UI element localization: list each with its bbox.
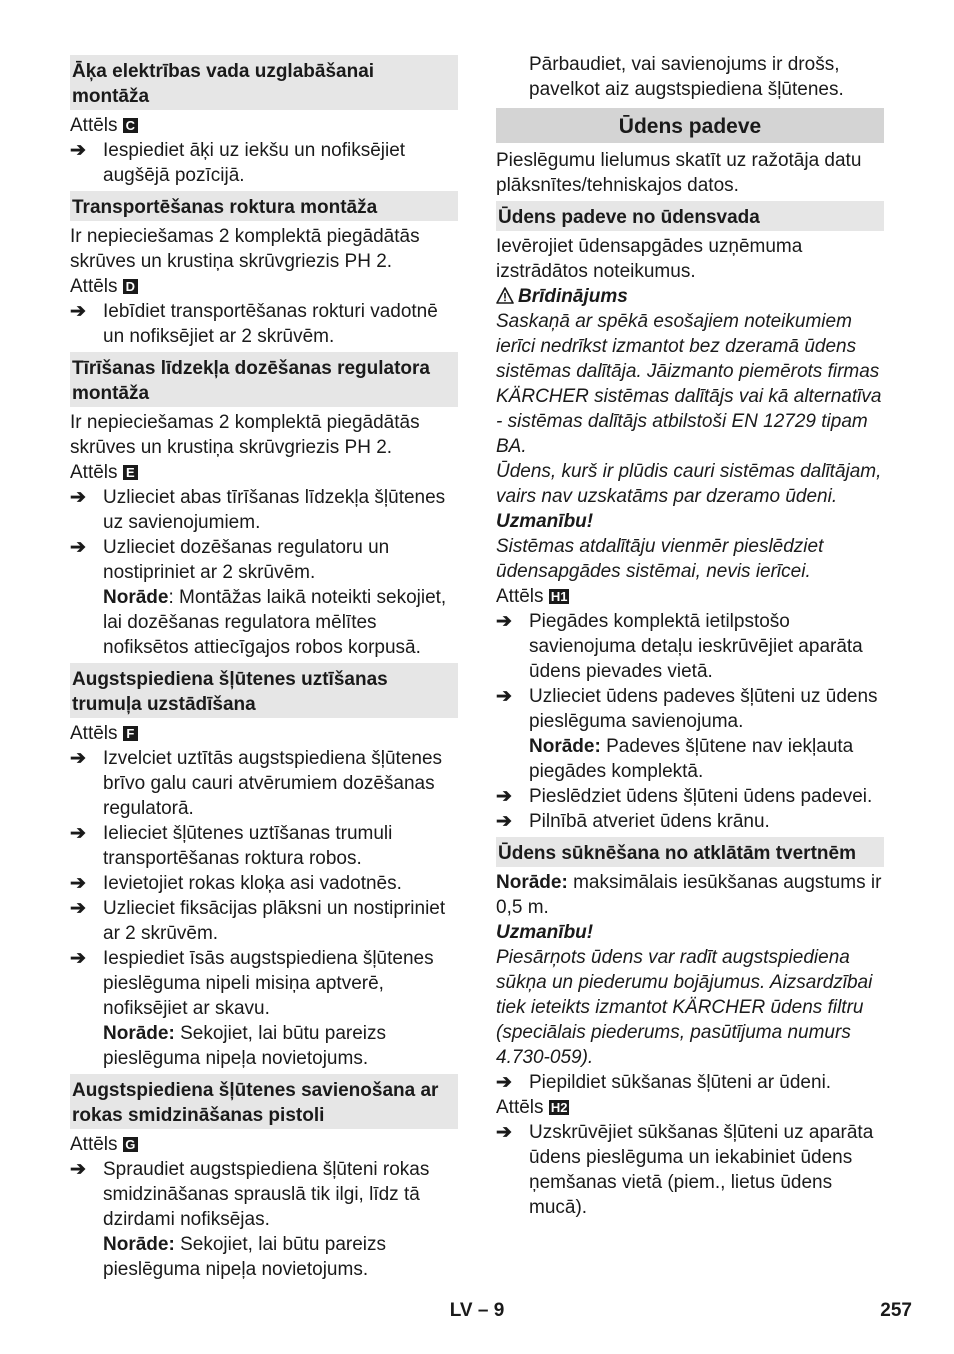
note: Norāde: Sekojiet, lai būtu pareizs pieslēguma nipeļa novietojums. — [103, 1234, 387, 1280]
caution-text: Piesārņots ūdens var radīt augstspiediena sūkņa un piederumu bojājumus. Aizsardzībai tiek ieteikts izmantot KÄRCHER ūdens filtru (speciālais piederums, pasūtījuma numurs 4.730-059). — [496, 947, 873, 1068]
arrow-right-icon: ➔ — [70, 140, 86, 161]
figure-badge: F — [123, 726, 138, 741]
note: Norāde: Montāžas laikā noteikti sekojiet, lai dozēšanas regulatora mēlītes nofiksētos attiecīgajos robos korpusā. — [103, 587, 447, 658]
step-item: ➔ Iespiediet āķi uz iekšu un nofiksējiet augšējā pozīcijā. — [70, 140, 406, 186]
step-item: ➔ Ievietojiet rokas kloķa asi vadotnēs. — [70, 873, 402, 894]
figure-ref: Attēls D — [70, 274, 458, 299]
arrow-right-icon: ➔ — [70, 748, 86, 769]
figure-ref: Attēls H2 — [496, 1097, 568, 1118]
footer-page-number: 257 — [880, 1300, 912, 1321]
arrow-right-icon: ➔ — [70, 1159, 86, 1180]
figure-ref: Attēls G — [70, 1132, 458, 1157]
section-heading: Transportēšanas roktura montāža — [70, 191, 458, 221]
step-item: ➔ Piegādes komplektā ietilpstošo savienojuma detaļu ieskrūvējiet aparāta ūdens pievades vietā. — [496, 611, 863, 682]
section-heading: Āķa elektrības vada uzglabāšanai montāža — [70, 55, 458, 110]
step-item: ➔ Spraudiet augstspiediena šļūteni rokas smidzināšanas sprauslā tik ilgi, līdz tā dzirdami nofiksējas. — [70, 1159, 430, 1230]
paragraph: Ir nepieciešamas 2 komplektā piegādātās skrūves un krustiņa skrūvgriezis PH 2. — [70, 412, 420, 458]
figure-badge: G — [123, 1137, 138, 1152]
paragraph: Ievērojiet ūdensapgādes uzņēmuma izstrādātos noteikumus. — [496, 236, 803, 282]
warning-text: Saskaņā ar spēkā esošajiem noteikumiem ierīci nedrīkst izmantot bez dzeramā ūdens sistēmas dalītāja. Jāizmanto piemērots firmas KÄRCHER sistēmas dalītājs vai kā alternatīva - sistēmas dalītājs atbilstoši EN 12729 tipam BA. — [496, 311, 882, 457]
paragraph: Ir nepieciešamas 2 komplektā piegādātās skrūves un krustiņa skrūvgriezis PH 2. — [70, 226, 420, 272]
step-item: ➔ Uzlieciet fiksācijas plāksni un nostipriniet ar 2 skrūvēm. — [70, 898, 446, 944]
figure-ref: Attēls H1 — [496, 586, 568, 607]
arrow-right-icon: ➔ — [70, 487, 86, 508]
step-item: ➔ Uzlieciet dozēšanas regulatoru un nostipriniet ar 2 skrūvēm. — [70, 537, 390, 583]
figure-badge: C — [123, 118, 138, 133]
arrow-right-icon: ➔ — [496, 811, 512, 832]
figure-badge: H2 — [550, 1100, 568, 1115]
main-section-heading: Ūdens padeve — [496, 108, 884, 143]
figure-ref: Attēls E — [70, 460, 458, 485]
caution-text: Sistēmas atdalītāju vienmēr pieslēdziet ūdensapgādes sistēmai, nevis ierīcei. — [496, 536, 824, 582]
caution-heading: Uzmanību! — [496, 511, 594, 532]
paragraph: Pārbaudiet, vai savienojums ir drošs, pavelkot aiz augstspiediena šļūtenes. — [529, 54, 844, 100]
right-column — [496, 52, 884, 1220]
arrow-right-icon: ➔ — [496, 1072, 512, 1093]
left-column — [70, 52, 458, 1282]
step-item: ➔ Iebīdiet transportēšanas rokturi vadotnē un nofiksējiet ar 2 skrūvēm. — [70, 301, 438, 347]
arrow-right-icon: ➔ — [496, 611, 512, 632]
arrow-right-icon: ➔ — [70, 948, 86, 969]
note: Norāde: Sekojiet, lai būtu pareizs pieslēguma nipeļa novietojums. — [103, 1023, 387, 1069]
section-heading: Ūdens padeve no ūdensvada — [496, 201, 884, 231]
step-item: ➔ Uzskrūvējiet sūkšanas šļūteni uz aparāta ūdens pieslēguma un iekabiniet ūdens ņemšanas vietā (piem., lietus ūdens mucā). — [496, 1122, 874, 1218]
arrow-right-icon: ➔ — [496, 686, 512, 707]
step-item: ➔ Pieslēdziet ūdens šļūteni ūdens padevei. — [496, 786, 873, 807]
arrow-right-icon: ➔ — [70, 873, 86, 894]
arrow-right-icon: ➔ — [496, 1122, 512, 1143]
arrow-right-icon: ➔ — [70, 537, 86, 558]
note: Norāde: maksimālais iesūkšanas augstums ir 0,5 m. — [496, 872, 882, 918]
warning-text: Ūdens, kurš ir plūdis cauri sistēmas dalītājam, vairs nav uzskatāms par dzeramo ūdeni. — [496, 461, 882, 507]
step-item: ➔ Uzlieciet ūdens padeves šļūteni uz ūdens pieslēguma savienojuma. — [496, 686, 878, 732]
figure-badge: E — [123, 465, 138, 480]
figure-badge: D — [123, 279, 138, 294]
section-heading: Augstspiediena šļūtenes savienošana ar rokas smidzināšanas pistoli — [70, 1074, 458, 1129]
step-item: ➔ Ielieciet šļūtenes uztīšanas trumuli transportēšanas roktura robos. — [70, 823, 393, 869]
warning-triangle-icon — [496, 284, 518, 309]
figure-badge: H1 — [550, 589, 568, 604]
caution-heading: Uzmanību! — [496, 922, 594, 943]
arrow-right-icon: ➔ — [496, 786, 512, 807]
step-item: ➔ Piepildiet sūkšanas šļūteni ar ūdeni. — [496, 1072, 832, 1093]
step-item: ➔ Uzlieciet abas tīrīšanas līdzekļa šļūtenes uz savienojumiem. — [70, 487, 446, 533]
footer-section-label: LV – 9 — [449, 1300, 505, 1321]
section-heading: Augstspiediena šļūtenes uztīšanas trumuļa uzstādīšana — [70, 663, 458, 718]
section-heading: Tīrīšanas līdzekļa dozēšanas regulatora montāža — [70, 352, 458, 407]
figure-ref: Attēls C — [70, 113, 458, 138]
note: Norāde: Padeves šļūtene nav iekļauta piegādes komplektā. — [529, 736, 854, 782]
arrow-right-icon: ➔ — [70, 823, 86, 844]
section-heading: Ūdens sūknēšana no atklātām tvertnēm — [496, 837, 884, 867]
figure-ref: Attēls F — [70, 721, 458, 746]
warning-heading: Brīdinājums — [496, 284, 884, 309]
step-item: ➔ Izvelciet uztītās augstspiediena šļūtenes brīvo galu cauri atvērumiem dozēšanas regulatorā. — [70, 748, 443, 819]
arrow-right-icon: ➔ — [70, 898, 86, 919]
arrow-right-icon: ➔ — [70, 301, 86, 322]
paragraph: Pieslēgumu lielumus skatīt uz ražotāja datu plāksnītes/tehniskajos datos. — [496, 150, 862, 196]
step-item: ➔ Pilnībā atveriet ūdens krānu. — [496, 811, 770, 832]
step-item: ➔ Iespiediet īsās augstspiediena šļūtenes pieslēguma nipeli misiņa aptverē, nofiksējiet ar skavu. — [70, 948, 434, 1019]
